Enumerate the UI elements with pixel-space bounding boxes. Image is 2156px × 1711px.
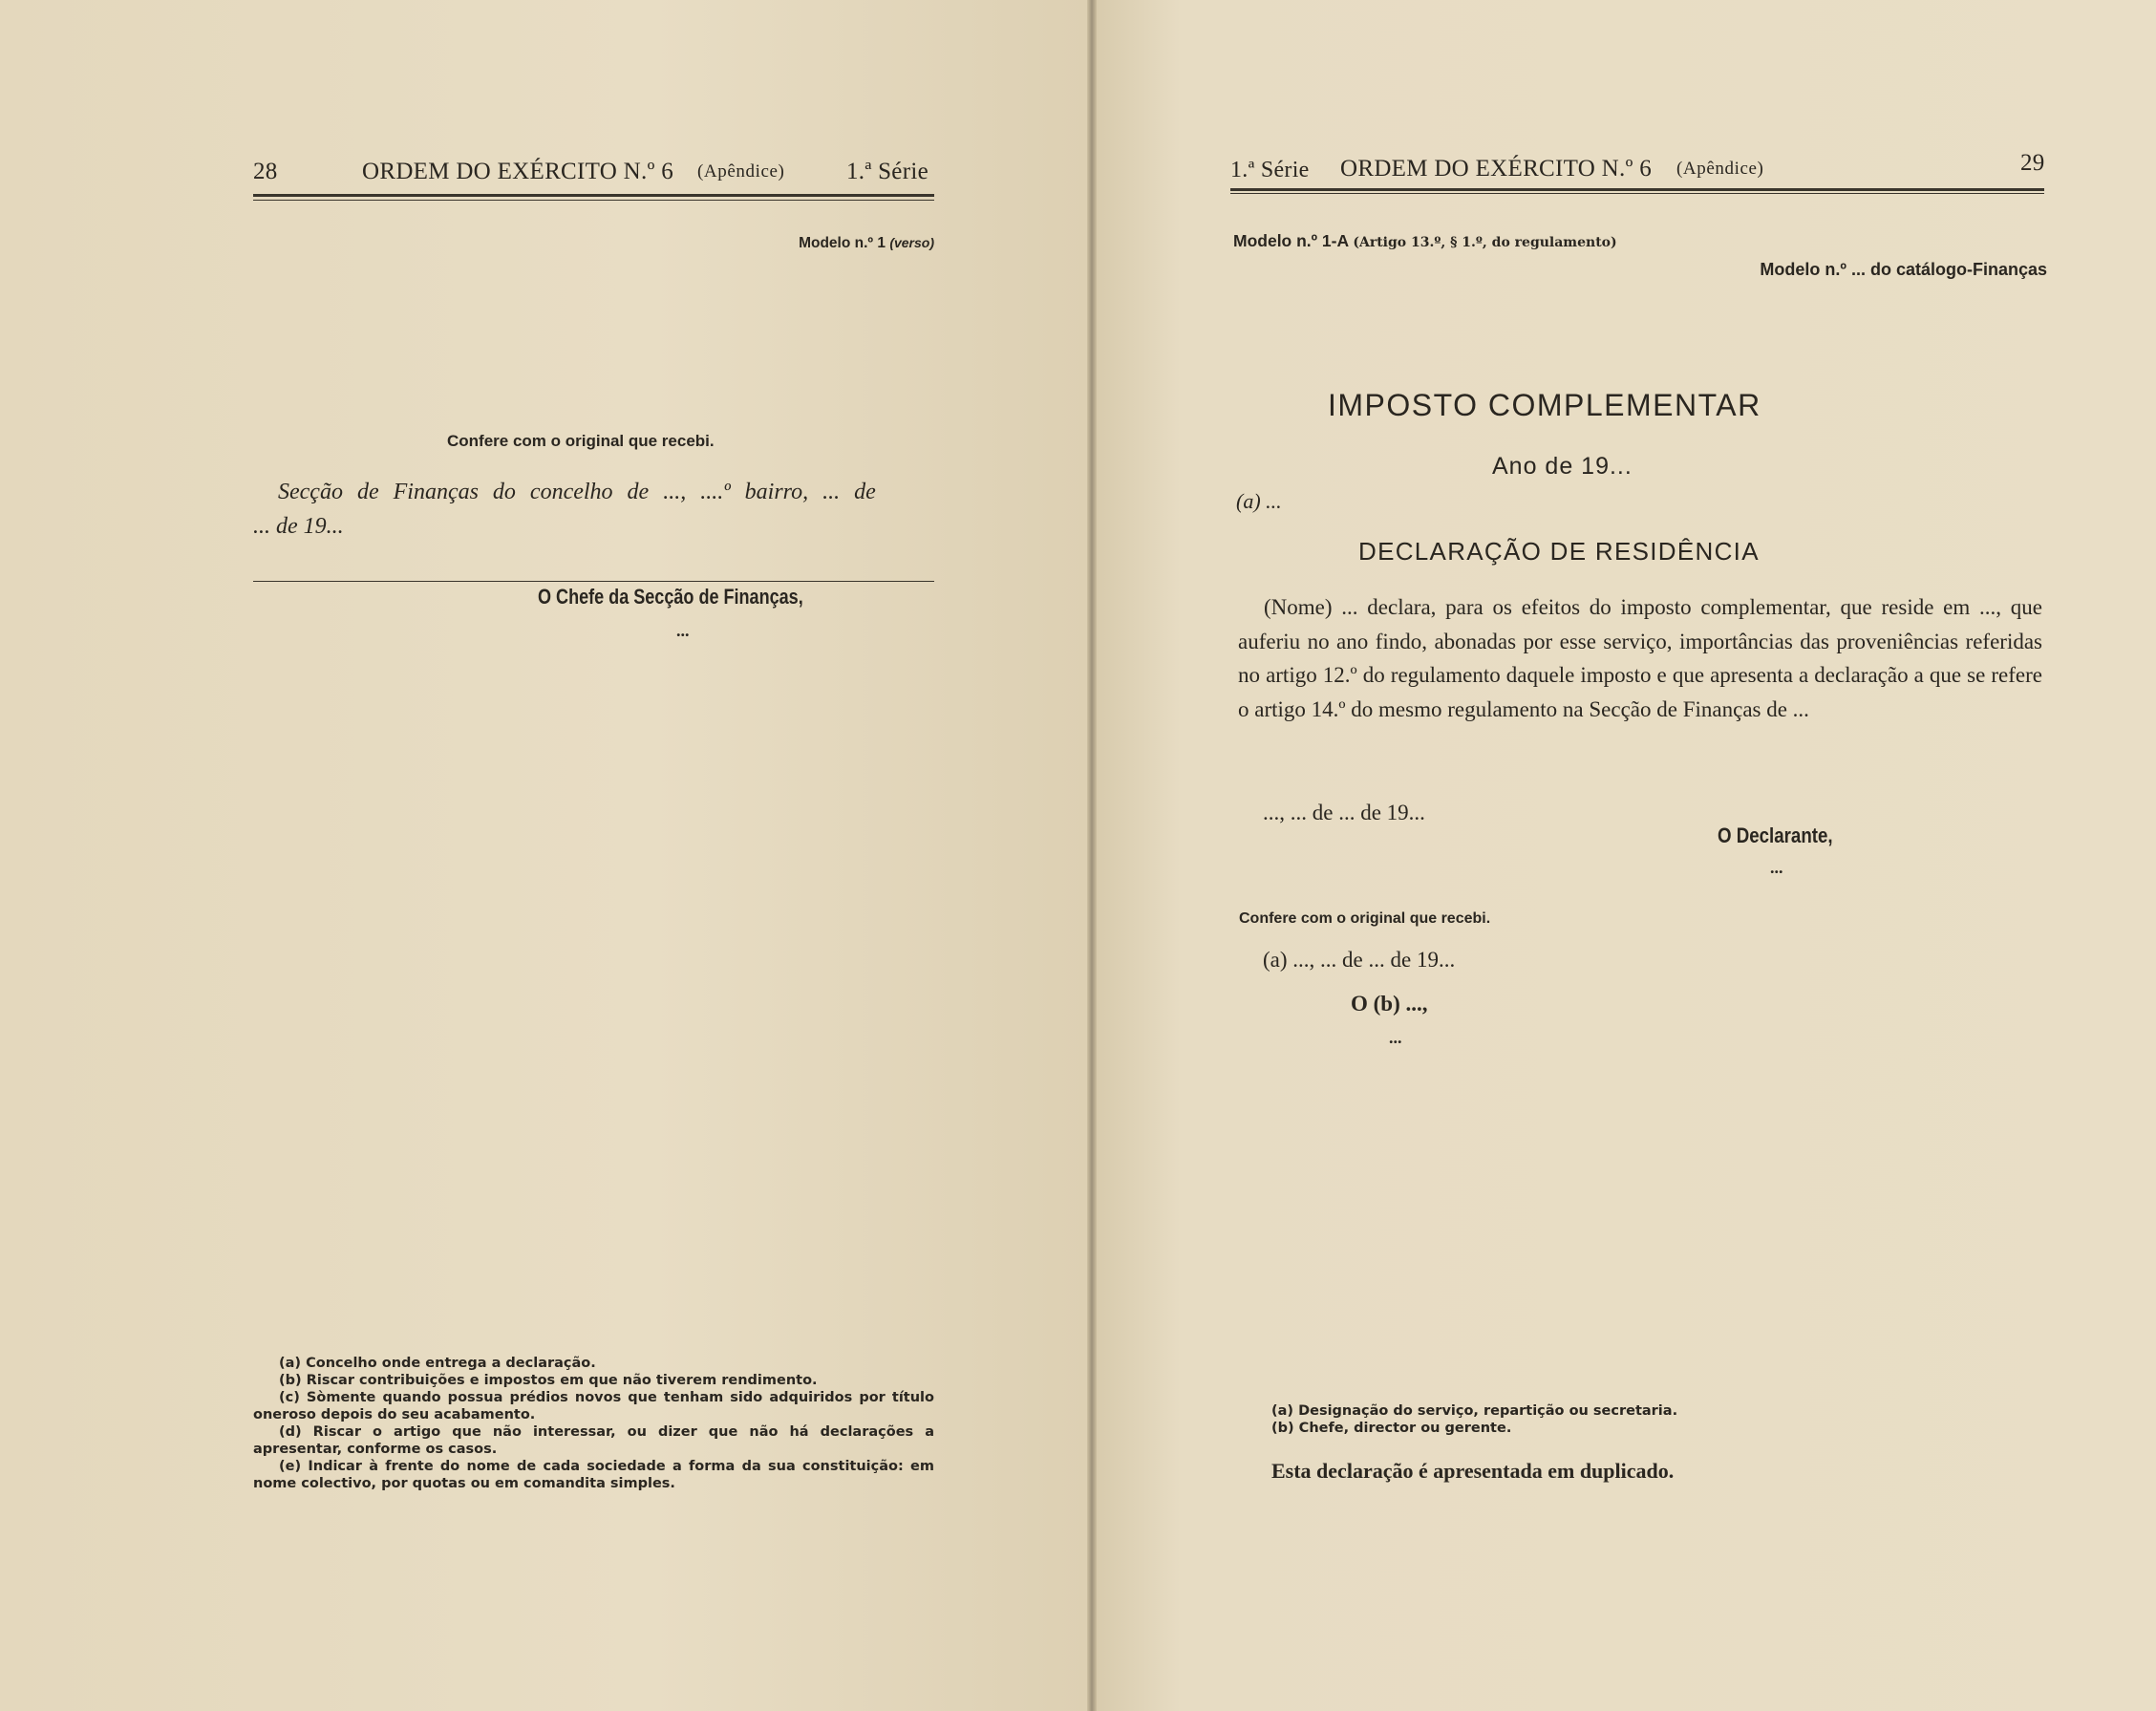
left-header-rule: [253, 194, 934, 197]
left-chefe-dots: ...: [676, 621, 690, 640]
right-confere: Confere com o original que recebi.: [1239, 910, 1491, 927]
right-declaration-title: DECLARAÇÃO DE RESIDÊNCIA: [1358, 537, 1760, 566]
right-model-line1: Modelo n.º 1-A (Artigo 13.º, § 1.º, do regulamento): [1233, 231, 1617, 250]
left-rule-after-seccao: [253, 581, 934, 582]
right-declarante: O Declarante,: [1718, 823, 1833, 847]
right-page: [1097, 0, 2156, 1711]
right-header-series: 1.ª Série: [1230, 158, 1310, 182]
right-a-marker: (a) ...: [1236, 489, 1282, 513]
left-model-label: Modelo n.º 1 (verso): [799, 235, 934, 251]
right-footnotes: [1271, 1402, 1940, 1437]
right-page-number: 29: [2020, 150, 2045, 176]
right-declarante-dots: ...: [1770, 858, 1783, 877]
right-signatory-dots: ...: [1389, 1028, 1402, 1047]
right-header-rule: [1230, 188, 2044, 191]
right-model-line1-ref: (Artigo 13.º, § 1.º, do regulamento): [1353, 235, 1617, 250]
left-footnote-a: (a) Concelho onde entrega a declaração.: [279, 1356, 596, 1371]
right-model-line2: Modelo n.º ... do catálogo-Finanças: [1760, 260, 2047, 279]
left-header-title: ORDEM DO EXÉRCITO N.º 6: [362, 159, 673, 184]
left-header-series: 1.ª Série: [846, 159, 929, 184]
right-year: Ano de 19...: [1492, 453, 1633, 480]
left-header-appendix: (Apêndice): [697, 161, 785, 182]
left-footnote-c: (c) Sòmente quando possua prédios novos que tenham sido adquiridos por título oneroso depois do seu acabamento.: [253, 1390, 934, 1422]
right-footnote-a: (a) Designação do serviço, repartição ou secretaria.: [1271, 1403, 1678, 1419]
right-signatory: O (b) ...,: [1351, 992, 1428, 1016]
left-footnotes: [253, 1355, 934, 1492]
right-header-rule-thin: [1230, 193, 2044, 194]
left-page-number: 28: [253, 159, 278, 184]
right-body: (Nome) ... declara, para os efeitos do imposto complementar, que reside em ..., que auferiu no ano findo, abonadas por esse serviço, importâncias das proveniências referidas no artigo 12.º do regulamento daquele imposto e que apresenta a declaração a que se refere o artigo 14.º do mesmo regulamento na Secção de Finanças de ...: [1238, 595, 2042, 721]
left-footnote-e: (e) Indicar à frente do nome de cada sociedade a forma da sua constituição: em nome colectivo, por quotas ou em comandita simples.: [253, 1459, 934, 1491]
left-confere: Confere com o original que recebi.: [447, 432, 715, 450]
right-header-title: ORDEM DO EXÉRCITO N.º 6: [1340, 156, 1652, 182]
right-duplicate-note: Esta declaração é apresentada em duplicado.: [1271, 1459, 1675, 1483]
left-header-rule-thin: [253, 200, 934, 201]
right-footnote-b: (b) Chefe, director ou gerente.: [1271, 1421, 1512, 1436]
right-header-appendix: (Apêndice): [1676, 159, 1764, 179]
left-footnote-d: (d) Riscar o artigo que não interessar, ou dizer que não há declarações a apresentar, conforme os casos.: [253, 1424, 934, 1457]
left-footnote-b: (b) Riscar contribuições e impostos em que não tiverem rendimento.: [279, 1373, 818, 1388]
left-seccao-line1: Secção de Finanças do concelho de ..., ....º bairro, ... de: [278, 480, 876, 504]
right-date-line: ..., ... de ... de 19...: [1263, 801, 1425, 824]
left-model-suffix: (verso): [889, 235, 934, 250]
right-title: IMPOSTO COMPLEMENTAR: [1328, 388, 1761, 422]
left-chefe: O Chefe da Secção de Finanças,: [538, 585, 803, 609]
left-seccao-line2: ... de 19...: [253, 514, 344, 539]
book-gutter: [1087, 0, 1097, 1711]
right-date-line2: (a) ..., ... de ... de 19...: [1263, 948, 1456, 972]
